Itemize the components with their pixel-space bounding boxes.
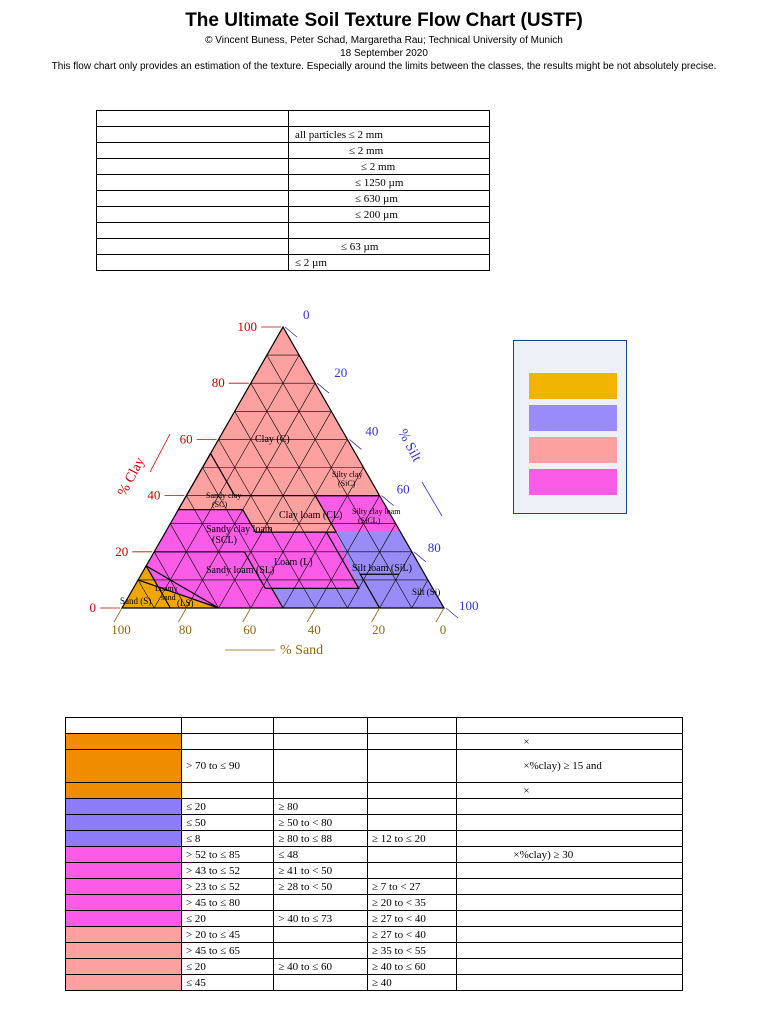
size-table-row — [97, 239, 490, 255]
class-color-cell — [66, 959, 182, 975]
size-table-row — [97, 207, 490, 223]
clay-tick-label: 20 — [115, 543, 129, 559]
class-value-cell — [457, 943, 683, 959]
silt-tick-label: 80 — [427, 539, 441, 555]
region-label: Loam (L) — [274, 557, 313, 568]
class-value-cell — [457, 718, 683, 734]
fraction-size-cell — [289, 223, 490, 239]
class-value-cell: ≥ 40 — [368, 975, 457, 991]
clay-tick-label: 0 — [89, 600, 96, 615]
class-value-cell: ≥ 27 to < 40 — [368, 927, 457, 943]
class-value-cell: ≤ 20 — [182, 911, 274, 927]
class-value-cell — [274, 895, 368, 911]
sand-axis-label: % Sand — [280, 643, 324, 658]
class-value-cell — [368, 815, 457, 831]
class-value-cell: ≥ 80 to ≤ 88 — [274, 831, 368, 847]
fraction-size-cell: ≤ 2 mm — [289, 143, 490, 159]
class-value-cell: ≤ 20 — [182, 959, 274, 975]
fraction-name-cell — [97, 159, 289, 175]
class-color-cell — [66, 879, 182, 895]
sand-tick-label: 20 — [372, 622, 386, 637]
class-value-cell — [368, 783, 457, 799]
silt-axis-arrow — [422, 482, 442, 516]
region-abbreviation: (SiCL) — [358, 516, 381, 525]
fraction-size-cell: ≤ 630 µm — [289, 191, 490, 207]
class-value-cell: ×%clay) ≥ 30 — [457, 847, 683, 863]
class-color-cell — [66, 750, 182, 783]
fraction-size-cell — [289, 111, 490, 127]
class-value-cell: ≥ 28 to < 50 — [274, 879, 368, 895]
texture-class-table — [65, 717, 683, 991]
class-value-cell: ≤ 45 — [182, 975, 274, 991]
fraction-name-cell — [97, 111, 289, 127]
class-value-cell — [182, 718, 274, 734]
fraction-name-cell — [97, 191, 289, 207]
class-table-row — [66, 718, 683, 734]
clay-tick-label: 100 — [237, 319, 257, 334]
clay-tick-label: 60 — [179, 431, 193, 447]
size-table-row — [97, 159, 490, 175]
class-value-cell: ≤ 8 — [182, 831, 274, 847]
class-value-cell — [274, 750, 368, 783]
document-header — [0, 8, 768, 73]
class-value-cell: ≥ 40 to ≤ 60 — [368, 959, 457, 975]
silt-tick-label: 0 — [303, 307, 310, 322]
class-value-cell: > 20 to ≤ 45 — [182, 927, 274, 943]
class-table-row — [66, 863, 683, 879]
clay-axis-arrow — [150, 434, 170, 472]
region-label: Sandy clay loam — [206, 524, 273, 535]
legend-swatch — [529, 437, 617, 463]
legend-swatch — [529, 469, 617, 495]
class-value-cell — [368, 847, 457, 863]
size-table-row — [97, 111, 490, 127]
fraction-name-cell — [97, 207, 289, 223]
class-value-cell — [274, 718, 368, 734]
class-table-row — [66, 927, 683, 943]
class-value-cell — [457, 895, 683, 911]
silt-tick-label: 60 — [396, 481, 410, 497]
sand-tick-mark — [436, 608, 444, 622]
fraction-name-cell — [97, 127, 289, 143]
region-label: Silt loam (SiL) — [352, 563, 412, 574]
sand-tick-mark — [114, 608, 122, 622]
color-legend — [513, 340, 627, 514]
sand-tick-label: 60 — [243, 622, 257, 637]
particle-size-table — [96, 110, 490, 271]
size-table-row — [97, 143, 490, 159]
class-value-cell — [457, 863, 683, 879]
region-label: Silty clay loam — [352, 507, 401, 516]
class-color-cell — [66, 847, 182, 863]
class-value-cell — [274, 783, 368, 799]
class-value-cell: > 70 to ≤ 90 — [182, 750, 274, 783]
silt-tick-label: 20 — [334, 365, 348, 381]
region-label: Clay (C) — [255, 434, 290, 445]
class-value-cell — [182, 783, 274, 799]
class-table-row — [66, 750, 683, 783]
class-value-cell: ≥ 40 to ≤ 60 — [274, 959, 368, 975]
class-color-cell — [66, 831, 182, 847]
fraction-name-cell — [97, 175, 289, 191]
class-value-cell: > 45 to ≤ 80 — [182, 895, 274, 911]
class-color-cell — [66, 799, 182, 815]
class-value-cell: ≥ 50 to < 80 — [274, 815, 368, 831]
region-label: (LS) — [177, 598, 194, 608]
class-table-row — [66, 959, 683, 975]
fraction-name-cell — [97, 143, 289, 159]
sand-tick-mark — [243, 608, 251, 622]
sand-tick-label: 0 — [439, 622, 447, 637]
fraction-size-cell: ≤ 1250 µm — [289, 175, 490, 191]
class-table-row — [66, 734, 683, 750]
class-value-cell: × — [457, 783, 683, 799]
class-table-row — [66, 975, 683, 991]
class-value-cell: > 45 to ≤ 65 — [182, 943, 274, 959]
class-value-cell: ≥ 41 to < 50 — [274, 863, 368, 879]
class-table-row — [66, 799, 683, 815]
fraction-size-cell: all particles ≤ 2 mm — [289, 127, 490, 143]
class-value-cell — [457, 911, 683, 927]
sand-tick-mark — [372, 608, 380, 622]
size-table-row — [97, 223, 490, 239]
class-value-cell — [457, 975, 683, 991]
class-value-cell: ≤ 20 — [182, 799, 274, 815]
region-label: Sandy clay — [206, 491, 242, 500]
class-value-cell: ≤ 48 — [274, 847, 368, 863]
sand-tick-label: 100 — [111, 622, 131, 637]
class-color-cell — [66, 815, 182, 831]
region-label: Sandy loam (SL) — [206, 565, 275, 576]
sand-tick-label: 40 — [307, 622, 321, 637]
class-value-cell: × — [457, 734, 683, 750]
class-table-row — [66, 943, 683, 959]
region-label: Clay loam (CL) — [279, 510, 343, 521]
soil-texture-triangle — [70, 292, 490, 672]
class-table-row — [66, 847, 683, 863]
region-abbreviation: (SC) — [212, 500, 228, 509]
class-value-cell — [457, 799, 683, 815]
class-color-cell — [66, 895, 182, 911]
silt-tick-mark — [446, 608, 458, 618]
class-value-cell: ≥ 27 to < 40 — [368, 911, 457, 927]
class-value-cell — [274, 975, 368, 991]
class-table-row — [66, 831, 683, 847]
silt-tick-label: 100 — [459, 598, 479, 613]
class-color-cell — [66, 783, 182, 799]
class-value-cell: ≥ 12 to ≤ 20 — [368, 831, 457, 847]
class-value-cell — [457, 831, 683, 847]
class-value-cell — [368, 863, 457, 879]
clay-tick-label: 40 — [147, 487, 161, 503]
fraction-size-cell: ≤ 200 µm — [289, 207, 490, 223]
region-abbreviation: sand — [161, 593, 176, 602]
class-table-row — [66, 911, 683, 927]
size-table-row — [97, 255, 490, 271]
class-value-cell: > 40 to ≤ 73 — [274, 911, 368, 927]
class-color-cell — [66, 911, 182, 927]
class-value-cell — [368, 750, 457, 783]
region-abbreviation: (SCL) — [212, 535, 237, 546]
authors-line: © Vincent Buness, Peter Schad, Margaretha Rau; Technical University of Munich — [205, 35, 563, 46]
class-value-cell: ≥ 80 — [274, 799, 368, 815]
class-value-cell — [274, 927, 368, 943]
class-value-cell — [457, 959, 683, 975]
class-color-cell — [66, 927, 182, 943]
class-value-cell — [457, 927, 683, 943]
fraction-size-cell: ≤ 2 µm — [289, 255, 490, 271]
class-value-cell: > 23 to ≤ 52 — [182, 879, 274, 895]
class-value-cell: > 43 to ≤ 52 — [182, 863, 274, 879]
class-value-cell — [457, 815, 683, 831]
region-label: Silty clay — [332, 470, 363, 479]
class-value-cell — [457, 879, 683, 895]
class-table-row — [66, 783, 683, 799]
size-table-row — [97, 175, 490, 191]
size-table-row — [97, 127, 490, 143]
region-label: Loamy — [155, 584, 178, 593]
region-label: Silt (Si) — [412, 587, 441, 597]
class-value-cell: > 52 to ≤ 85 — [182, 847, 274, 863]
fraction-size-cell: ≤ 2 mm — [289, 159, 490, 175]
class-value-cell — [368, 718, 457, 734]
class-color-cell — [66, 718, 182, 734]
class-value-cell — [274, 734, 368, 750]
class-value-cell — [368, 734, 457, 750]
silt-tick-label: 40 — [365, 423, 379, 439]
disclaimer-note: This flow chart only provides an estimation of the texture. Especially around the limits between the classes, the results might be not absolutely precise. — [51, 61, 717, 72]
clay-axis-label: % Clay — [115, 455, 149, 499]
sand-tick-mark — [178, 608, 186, 622]
fraction-name-cell — [97, 255, 289, 271]
class-color-cell — [66, 943, 182, 959]
fraction-name-cell — [97, 223, 289, 239]
class-value-cell — [368, 799, 457, 815]
silt-axis-label: % Silt — [394, 426, 424, 465]
region-abbreviation: (SiC) — [338, 479, 356, 488]
sand-tick-mark — [307, 608, 315, 622]
fraction-size-cell: ≤ 63 µm — [289, 239, 490, 255]
class-value-cell: ≥ 35 to < 55 — [368, 943, 457, 959]
legend-swatch — [529, 405, 617, 431]
class-color-cell — [66, 975, 182, 991]
class-color-cell — [66, 863, 182, 879]
fraction-name-cell — [97, 239, 289, 255]
class-value-cell: ×%clay) ≥ 15 and — [457, 750, 683, 783]
class-value-cell — [182, 734, 274, 750]
date-line: 18 September 2020 — [340, 48, 428, 59]
class-table-row — [66, 879, 683, 895]
clay-tick-label: 80 — [211, 375, 225, 391]
class-value-cell — [274, 943, 368, 959]
class-color-cell — [66, 734, 182, 750]
class-value-cell: ≥ 20 to < 35 — [368, 895, 457, 911]
region-label: Sand (S) — [120, 596, 152, 606]
class-table-row — [66, 815, 683, 831]
class-value-cell: ≥ 7 to < 27 — [368, 879, 457, 895]
class-table-row — [66, 895, 683, 911]
sand-tick-label: 80 — [178, 622, 192, 637]
legend-swatch — [529, 373, 617, 399]
page-title: The Ultimate Soil Texture Flow Chart (USTF) — [185, 10, 583, 31]
size-table-row — [97, 191, 490, 207]
class-value-cell: ≤ 50 — [182, 815, 274, 831]
